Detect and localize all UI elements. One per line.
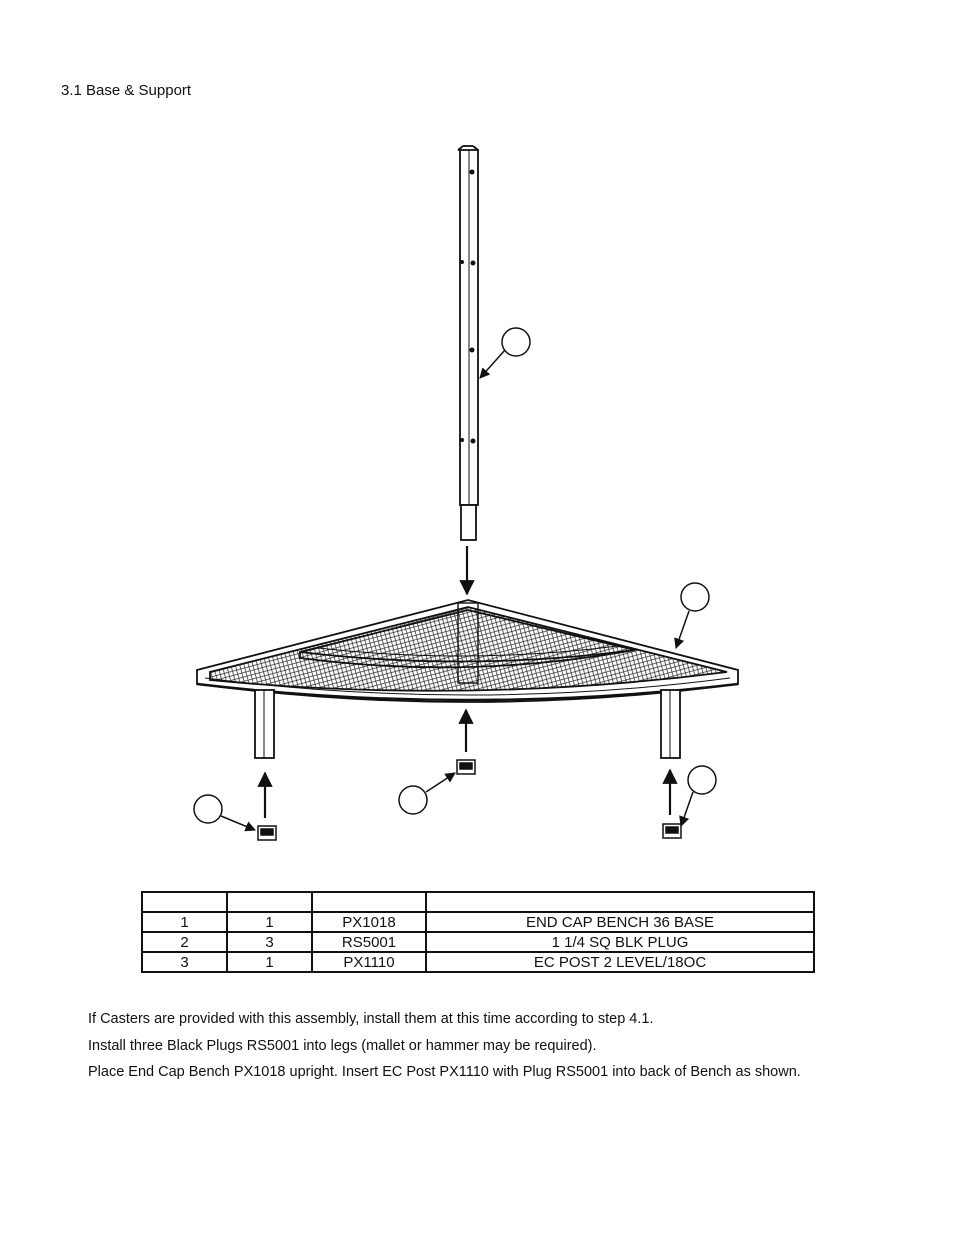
row-item: 3 (142, 952, 227, 972)
header-item (142, 892, 227, 912)
end-cap-bench (197, 600, 738, 758)
callout-post (480, 328, 530, 378)
instruction-line: If Casters are provided with this assembly, install them at this time according to step 4.1. (88, 1011, 654, 1027)
row-description: EC POST 2 LEVEL/18OC (426, 952, 814, 972)
callout-plugs (194, 766, 716, 830)
row-qty: 3 (227, 932, 312, 952)
row-description: 1 1/4 SQ BLK PLUG (426, 932, 814, 952)
row-part-no: RS5001 (312, 932, 426, 952)
instructions (88, 1006, 801, 1086)
row-part-no: PX1018 (312, 912, 426, 932)
instruction-line: Install three Black Plugs RS5001 into legs (mallet or hammer may be required). (88, 1037, 597, 1054)
header-part-no (312, 892, 426, 912)
parts-table-header (142, 892, 814, 912)
table-row (142, 932, 814, 952)
section-title: 3.1 Base & Support (61, 82, 192, 99)
callout-bench (676, 583, 709, 648)
table-row (142, 952, 814, 972)
row-description: END CAP BENCH 36 BASE (426, 912, 814, 932)
row-qty: 1 (227, 912, 312, 932)
instruction-line: Place End Cap Bench PX1018 upright. Insert EC Post PX1110 with Plug RS5001 into back of Bench as shown. (88, 1064, 801, 1080)
row-part-no: PX1110 (312, 952, 426, 972)
parts-table (141, 891, 815, 973)
row-qty: 1 (227, 952, 312, 972)
table-row (142, 912, 814, 932)
row-item: 1 (142, 912, 227, 932)
plug-right (663, 824, 681, 838)
plug-center (457, 760, 475, 774)
ec-post (458, 146, 478, 540)
header-qty (227, 892, 312, 912)
row-item: 2 (142, 932, 227, 952)
header-description (426, 892, 814, 912)
plug-left (258, 826, 276, 840)
